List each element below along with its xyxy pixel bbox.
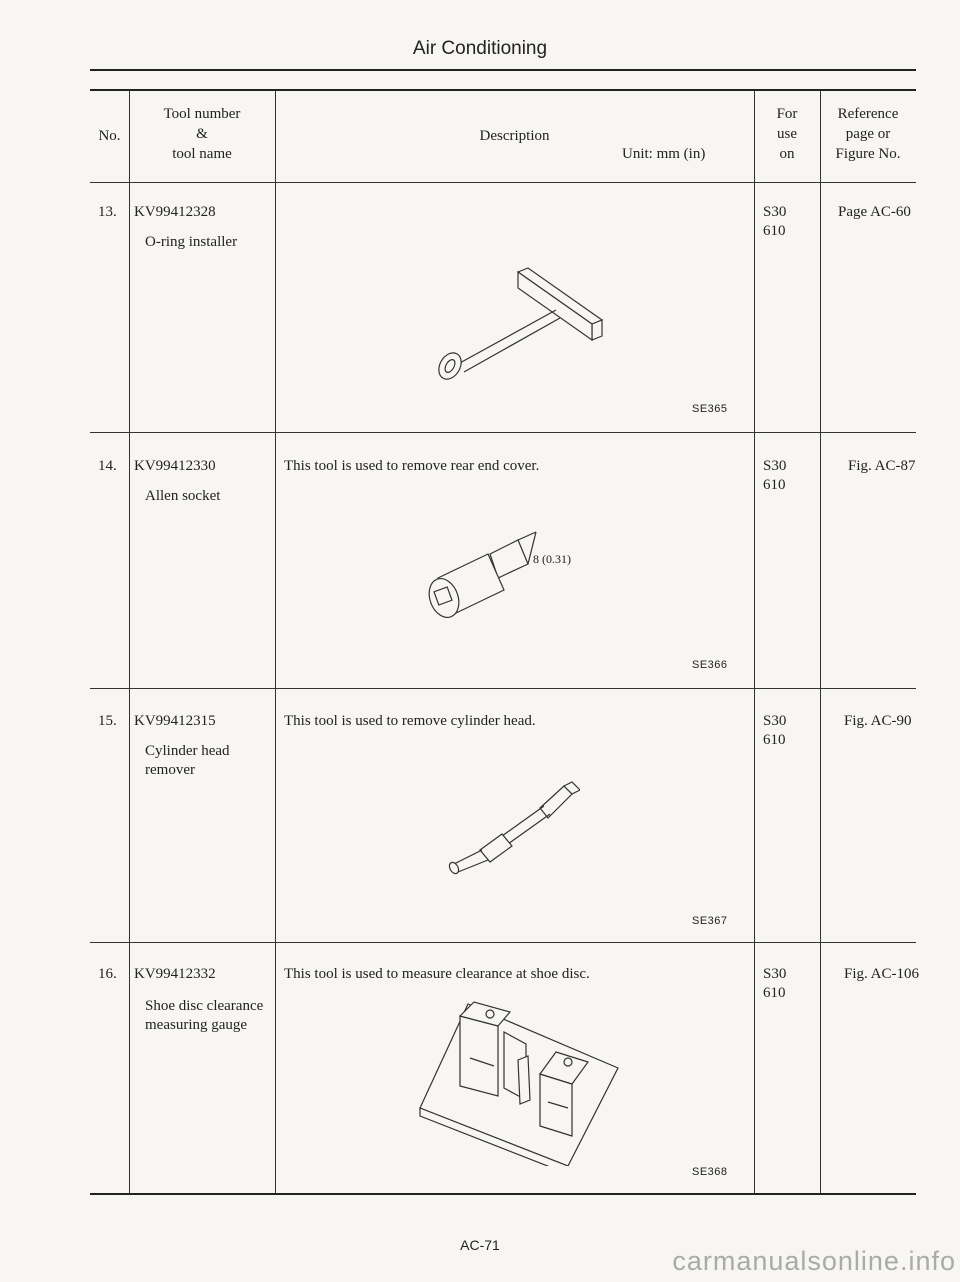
header-reference: Reference <box>837 106 899 122</box>
description: This tool is used to measure clearance at shoe disc. <box>284 966 590 982</box>
header-tool-number: Tool number <box>163 106 241 122</box>
use-model: 610 <box>763 732 786 748</box>
row-number: 15. <box>98 713 117 729</box>
allen-socket-icon <box>418 526 548 626</box>
table-bottom-rule <box>90 1193 916 1195</box>
tool-name: Allen socket <box>145 488 221 504</box>
table-top-rule <box>90 89 916 91</box>
column-divider <box>820 90 821 1194</box>
header-unit: Unit: mm (in) <box>622 146 706 162</box>
tool-name: Cylinder head <box>145 743 230 759</box>
header-ampersand: & <box>196 126 208 142</box>
tool-number: KV99412332 <box>134 966 216 982</box>
column-divider <box>754 90 755 1194</box>
header-use: use <box>777 126 797 142</box>
use-model: S30 <box>763 966 787 982</box>
use-model: 610 <box>763 223 786 239</box>
tool-name: Shoe disc clearance <box>145 998 264 1014</box>
row-number: 13. <box>98 204 117 220</box>
use-model: S30 <box>763 458 787 474</box>
row-divider <box>90 432 916 433</box>
header-on: on <box>779 146 795 162</box>
tool-name: O-ring installer <box>145 234 238 250</box>
reference: Fig. AC-106 <box>844 966 920 982</box>
tool-number: KV99412330 <box>134 458 216 474</box>
description: This tool is used to remove cylinder head. <box>284 713 536 729</box>
row-divider <box>90 688 916 689</box>
top-rule <box>90 69 916 71</box>
header-divider <box>90 182 916 183</box>
description: This tool is used to remove rear end cover. <box>284 458 540 474</box>
tool-name: remover <box>145 762 195 778</box>
use-model: 610 <box>763 477 786 493</box>
figure-code: SE367 <box>692 915 728 927</box>
header-no: No. <box>98 128 121 144</box>
reference: Fig. AC-87 <box>848 458 916 474</box>
header-figure-no: Figure No. <box>835 146 901 162</box>
header-for: For <box>776 106 798 122</box>
use-model: S30 <box>763 713 787 729</box>
page-title: Air Conditioning <box>412 38 548 59</box>
header-tool-name: tool name <box>172 146 232 162</box>
reference: Fig. AC-90 <box>844 713 912 729</box>
tool-name: measuring gauge <box>145 1017 248 1033</box>
dimension-label: 8 (0.31) <box>533 552 571 566</box>
tool-number: KV99412315 <box>134 713 216 729</box>
shoe-disc-gauge-icon <box>412 996 622 1166</box>
o-ring-installer-icon <box>420 262 620 382</box>
column-divider <box>275 90 276 1194</box>
page-number: AC-71 <box>460 1237 500 1253</box>
watermark: carmanualsonline.info <box>672 1246 956 1276</box>
reference: Page AC-60 <box>838 204 911 220</box>
row-number: 14. <box>98 458 117 474</box>
figure-code: SE366 <box>692 659 728 671</box>
cylinder-head-remover-icon <box>440 778 580 878</box>
header-page-or: page or <box>845 126 891 142</box>
header-description: Description <box>479 128 550 144</box>
row-divider <box>90 942 916 943</box>
row-number: 16. <box>98 966 117 982</box>
column-divider <box>129 90 130 1194</box>
use-model: 610 <box>763 985 786 1001</box>
use-model: S30 <box>763 204 787 220</box>
figure-code: SE368 <box>692 1166 728 1178</box>
figure-code: SE365 <box>692 403 728 415</box>
tool-number: KV99412328 <box>134 204 216 220</box>
